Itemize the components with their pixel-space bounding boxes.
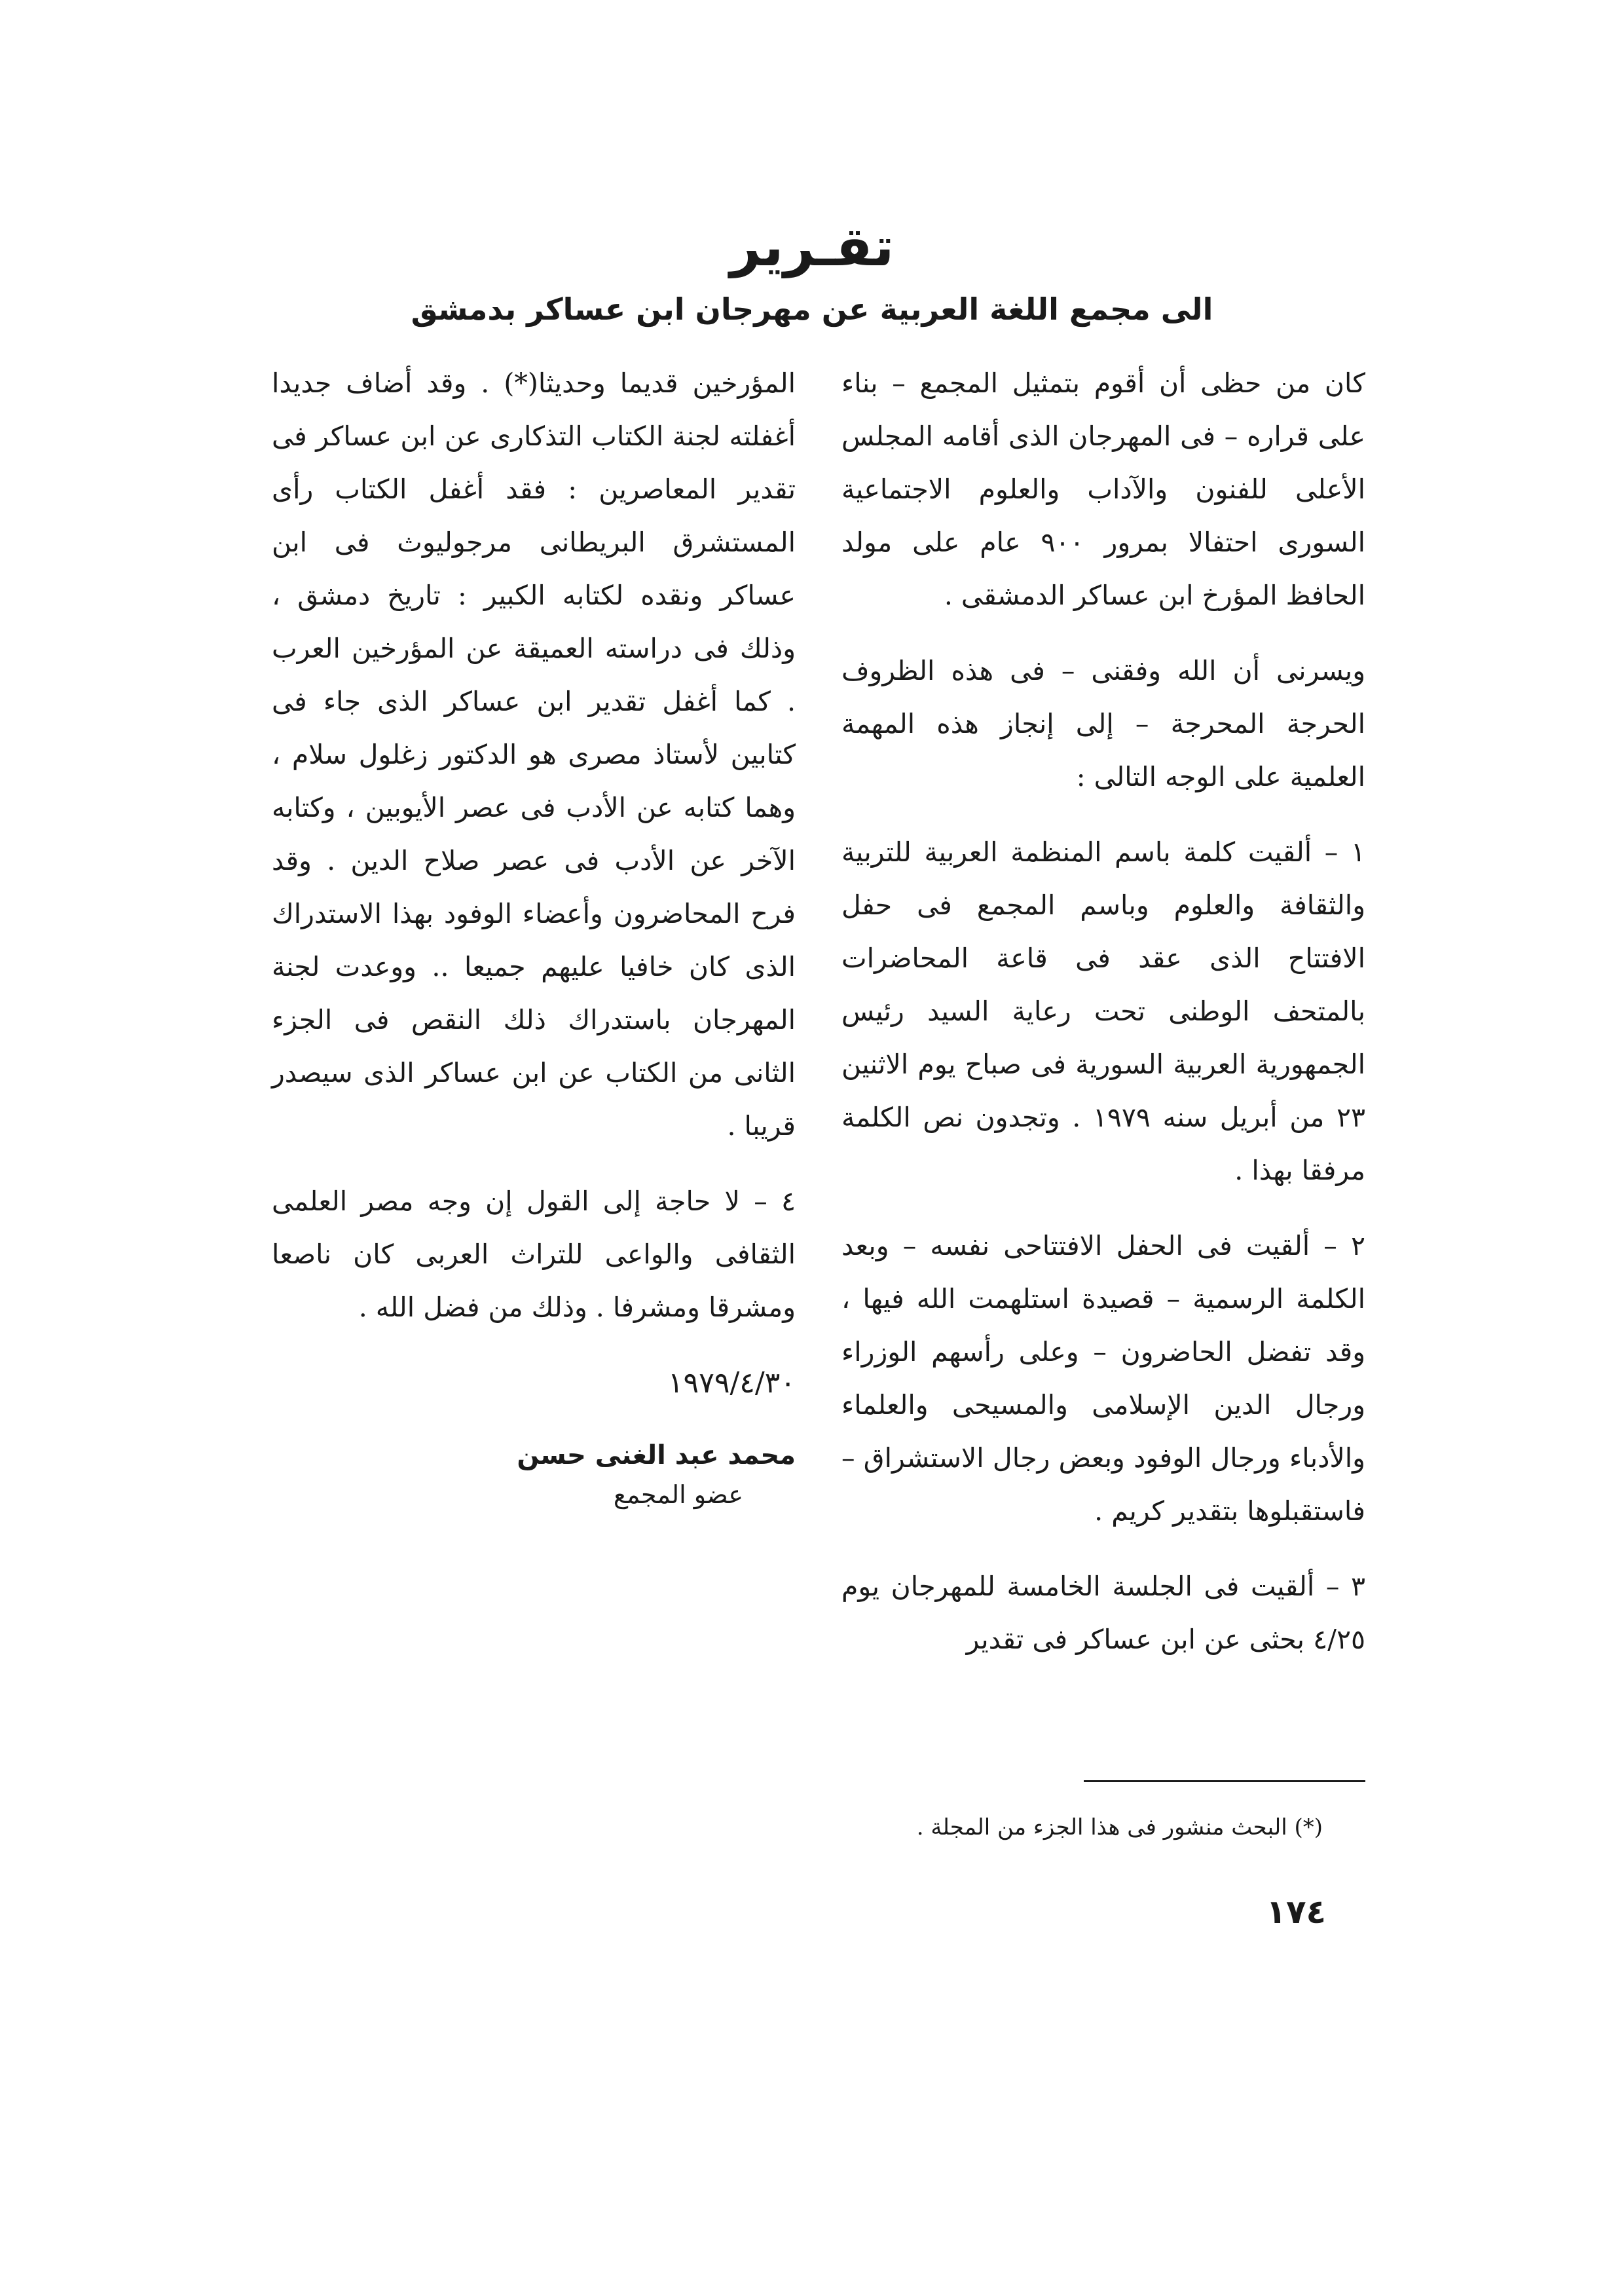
signature-name: محمد عبد الغنى حسن bbox=[517, 1440, 796, 1470]
footnote: (*) البحث منشور فى هذا الجزء من المجلة . bbox=[916, 1814, 1323, 1840]
signature-role: عضو المجمع bbox=[613, 1480, 743, 1509]
paragraph: ١ – ألقيت كلمة باسم المنظمة العربية للتربية والثقافة والعلوم وباسم المجمع فى حفل الافتتاح الذى عقد فى قاعة المحاضرات بالمتحف الوطنى تحت رعاية السيد رئيس الجمهورية العربية السورية فى صباح يوم الاثنين ٢٣ من أبريل سنه ١٩٧٩ . وتجدون نص الكلمة مرفقا بهذا . bbox=[841, 836, 1365, 1186]
page-title: تقـرير bbox=[729, 216, 895, 278]
footnote-divider bbox=[1084, 1780, 1365, 1782]
paragraph: ٤ – لا حاجة إلى القول إن وجه مصر العلمى الثقافى والواعى للتراث العربى كان ناصعا ومشرقا ومشرفا . وذلك من فضل الله . bbox=[272, 1185, 796, 1323]
right-column bbox=[841, 357, 1365, 1689]
paragraph: المؤرخين قديما وحديثا(*) . وقد أضاف جديدا أغفلته لجنة الكتاب التذكارى عن ابن عساكر فى تقدير المعاصرين : فقد أغفل الكتاب رأى المستشرق البريطانى مرجوليوث فى ابن عساكر ونقده لكتابه الكبير : تاريخ دمشق ، وذلك فى دراسته العميقة عن المؤرخين العرب . كما أغفل تقدير ابن عساكر الذى جاء فى كتابين لأستاذ مصرى هو الدكتور زغلول سلام ، وهما كتابه عن الأدب فى عصر الأيوبين ، وكتابه الآخر عن الأدب فى عصر صلاح الدين . وقد فرح المحاضرون وأعضاء الوفود بهذا الاستدراك الذى كان خافيا عليهم جميعا .. ووعدت لجنة المهرجان باستدراك ذلك النقص فى الجزء الثانى من الكتاب عن ابن عساكر الذى سيصدر قريبا . bbox=[272, 367, 796, 1142]
paragraph: ويسرنى أن الله وفقنى – فى هذه الظروف الحرجة المحرجة – إلى إنجاز هذه المهمة العلمية على الوجه التالى : bbox=[841, 655, 1365, 793]
report-date: ١٩٧٩/٤/٣٠ bbox=[667, 1366, 796, 1400]
paragraph: ٣ – ألقيت فى الجلسة الخامسة للمهرجان يوم ٤/٢٥ بحثى عن ابن عساكر فى تقدير bbox=[841, 1571, 1365, 1655]
left-column bbox=[272, 357, 796, 1514]
page-number: ١٧٤ bbox=[1266, 1893, 1326, 1931]
paragraph: كان من حظى أن أقوم بتمثيل المجمع – بناء على قراره – فى المهرجان الذى أقامه المجلس الأعلى للفنون والآداب والعلوم الاجتماعية السورى احتفالا بمرور ٩٠٠ عام على مولد الحافظ المؤرخ ابن عساكر الدمشقى . bbox=[841, 367, 1365, 611]
page-subtitle: الى مجمع اللغة العربية عن مهرجان ابن عساكر بدمشق bbox=[411, 291, 1213, 327]
paragraph: ٢ – ألقيت فى الحفل الافتتاحى نفسه – وبعد الكلمة الرسمية – قصيدة استلهمت الله فيها ، وقد تفضل الحاضرون – وعلى رأسهم الوزراء ورجال الدين الإسلامى والمسيحى والعلماء والأدباء ورجال الوفود وبعض رجال الاستشراق – فاستقبلوها بتقدير كريم . bbox=[841, 1230, 1365, 1527]
